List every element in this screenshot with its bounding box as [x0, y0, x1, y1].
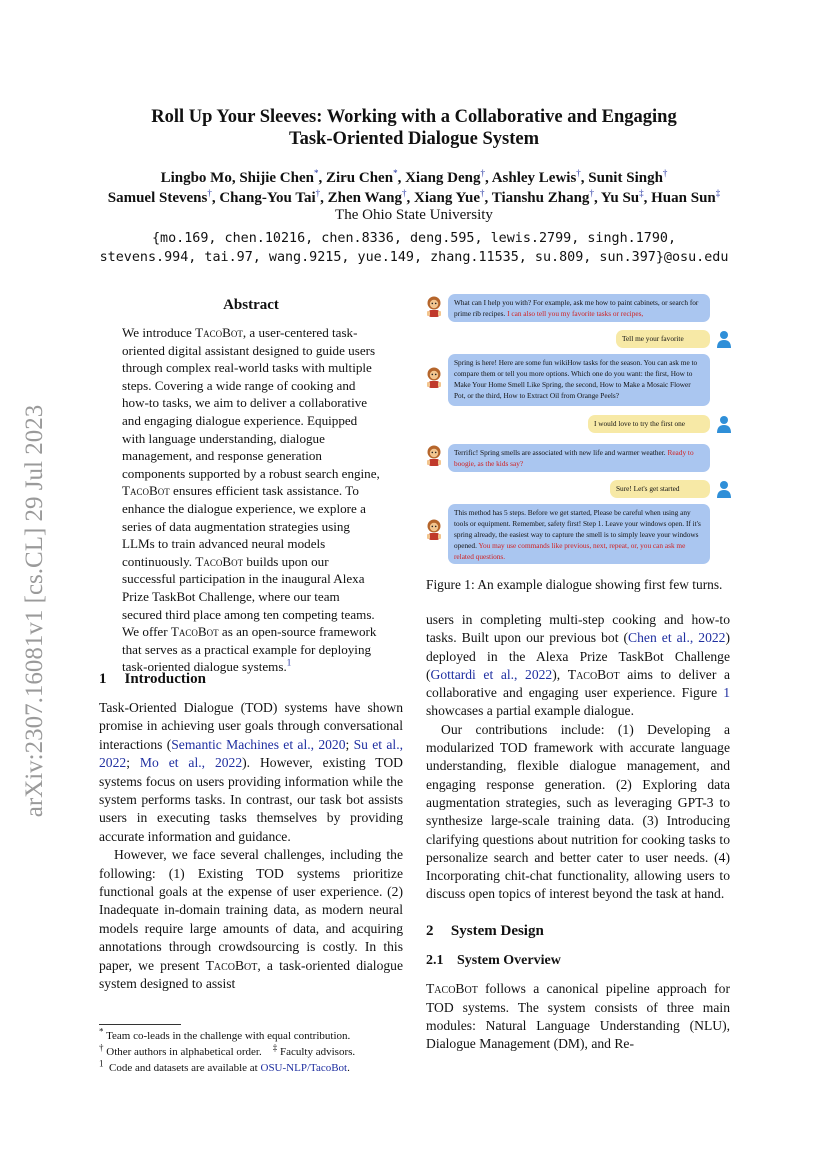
paragraph-text: ) deployed in the Alexa Prize TaskBot Challenge (: [426, 630, 730, 682]
figure-dialogue: [420, 290, 738, 574]
footnote-mark: ‡: [272, 1042, 278, 1053]
paragraph-text: , a task-oriented dialogue system designed to assist: [99, 957, 403, 992]
footnote-rule: [99, 1024, 181, 1025]
author: Sunit Singh: [588, 170, 663, 186]
intro-heading: [99, 670, 206, 688]
author-mark: *: [393, 168, 398, 178]
abstract-body: [122, 324, 382, 676]
system-name: TacoBot: [205, 957, 258, 973]
intro-paragraph-1: [99, 699, 403, 846]
emails-line-1: {mo.169, chen.10216, chen.8336, deng.595, lewis.2799, singh.1790,: [151, 231, 677, 246]
author-mark: †: [207, 188, 212, 198]
user-avatar-icon: [716, 330, 732, 348]
message-highlight: You may use commands like previous, next, repeat, or, you can ask me related questions.: [454, 541, 686, 561]
paragraph-text: Task-Oriented Dialogue (TOD) systems have shown promise in achieving user goals through conversational interactions (: [99, 700, 403, 752]
message-text: Terrific! Spring smells are associated with new life and warmer weather.: [454, 448, 668, 457]
section-title: Introduction: [124, 671, 206, 687]
author: Ashley Lewis: [491, 170, 577, 186]
section-number: 2: [426, 922, 434, 939]
system-name: TacoBot: [195, 325, 243, 340]
author-mark: ‡: [715, 188, 721, 198]
system-name: TacoBot: [170, 624, 219, 640]
subsection-2-1-heading: [426, 952, 730, 970]
citation-link[interactable]: Semantic Machines et al., 2020: [171, 736, 346, 752]
arxiv-identifier: arXiv:2307.16081v1 [cs.CL] 29 Jul 2023: [21, 404, 48, 818]
paragraph-text: showcases a partial example dialogue.: [426, 703, 634, 719]
bot-avatar-icon: [424, 518, 444, 542]
author: Yu Su: [600, 190, 640, 206]
message-text: I would love to try the first one: [594, 419, 685, 428]
author: Tianshu Zhang: [491, 190, 590, 206]
author: Shijie Chen: [239, 170, 314, 186]
section-number: 1: [99, 671, 107, 687]
paragraph-text: aims to deliver a collaborative and engaging user experience. Figure: [426, 666, 730, 701]
footnote-text: Other authors in alphabetical order.: [106, 1046, 262, 1058]
subsection-title: System Overview: [457, 953, 561, 969]
paragraph-text: follows a canonical pipeline approach for TOD systems. The system consists of three main modules: Natural Language Understanding (NLU), Dialogue Management (DM), and Re-: [426, 981, 730, 1052]
author: Huan Sun: [651, 190, 716, 206]
bot-message: [448, 504, 710, 564]
user-message: [588, 415, 710, 433]
citation-link[interactable]: Su et al., 2022: [99, 736, 403, 771]
author-mark: †: [401, 188, 407, 198]
author-emails: [0, 229, 828, 267]
bot-message: [448, 444, 710, 472]
author-mark: †: [480, 168, 485, 178]
arxiv-sidebar: [22, 376, 48, 846]
author-mark: †: [315, 188, 321, 198]
footnote-mark: *: [99, 1026, 104, 1037]
user-message: [616, 330, 710, 348]
author-line-2: Samuel Stevens†, Chang-You Tai†, Zhen Wang†, Xiang Yue†, Tianshu Zhang†, Yu Su‡, Huan Sun‡: [107, 188, 721, 206]
paragraph-text: ),: [552, 666, 568, 682]
subsection-number: 2.1: [426, 953, 444, 969]
user-avatar-icon: [716, 480, 732, 498]
figure-ref-link[interactable]: 1: [723, 685, 730, 701]
author-line-1: Lingbo Mo, Shijie Chen*, Ziru Chen*, Xiang Deng†, Ashley Lewis†, Sunit Singh†: [160, 168, 668, 186]
footnote-mark: 1: [99, 1058, 104, 1069]
system-name: TacoBot: [426, 981, 478, 997]
footnote-text: .: [347, 1062, 350, 1074]
author-list: [0, 168, 828, 208]
author-mark: †: [589, 188, 594, 198]
system-name: TacoBot: [195, 553, 244, 569]
message-text: Tell me your favorite: [622, 334, 684, 343]
footnote-text: Code and datasets are available at: [109, 1062, 261, 1074]
citation-link[interactable]: Gottardi et al., 2022: [430, 666, 553, 682]
right-paragraph-1: [426, 611, 730, 721]
message-text: Sure! Let's get started: [616, 484, 680, 493]
user-avatar-icon: [716, 415, 732, 433]
author-mark: ‡: [639, 188, 644, 198]
bot-message: [448, 294, 710, 322]
paragraph-text: ;: [345, 736, 354, 752]
bot-avatar-icon: [424, 444, 444, 468]
citation-link[interactable]: Mo et al., 2022: [139, 755, 243, 771]
author: Zhen Wang: [327, 190, 402, 206]
citation-link[interactable]: Chen et al., 2022: [628, 630, 726, 646]
author: Lingbo Mo,: [160, 170, 236, 186]
abstract-text: builds upon our successful participation in the inaugural Alexa Prize TaskBot Challenge, where our team secured third place among ten competing teams. We offer: [122, 553, 375, 640]
emails-line-2: stevens.994, tai.97, wang.9215, yue.149, zhang.11535, su.809, sun.397}@osu.edu: [99, 250, 729, 265]
system-name: TacoBot: [122, 483, 170, 499]
figure-caption: Figure 1: An example dialogue showing first few turns.: [426, 577, 723, 592]
paragraph-text: ). However, existing TOD systems focus on users providing information while the system performs tasks. In contrast, our task bot assists users in executing tasks themselves by providing accurate information and guidance.: [99, 755, 403, 844]
right-paragraph-2: Our contributions include: (1) Developing a modularized TOD framework with accurate language understanding, flexible dialogue management, and engaging response generation. (2) Exploring data augmentation strategies, such as leveraging GPT-3 to synthesize large-scale training data. (3) Introducing clarifying questions about nutrition for cooking tasks to personalize search and better cater to user needs. (4) Incorporating chit-chat functionality, allowing users to discuss open topics of interest beyond the task at hand.: [426, 721, 730, 902]
author-mark: *: [313, 168, 319, 178]
author: Samuel Stevens: [107, 190, 208, 206]
author-mark: †: [576, 168, 581, 178]
author: Xiang Deng: [405, 170, 481, 186]
section-2-heading: [426, 922, 730, 940]
section-title: System Design: [450, 922, 544, 939]
right-column-body: [426, 611, 730, 1054]
footnote-2: [99, 1044, 409, 1060]
message-text: This method has 5 steps. Before we get started, Please be careful when using any tools or equipment. Remember, safety first! Step 1. Leave your windows open. If it's spring already, the easiest way to capture the smell is to simply leave your windows opened.: [454, 508, 701, 550]
abstract-text: ensures efficient task assistance. To enhance the dialogue experience, we explore a series of data augmentation strategies using LLMs to train advanced neural models continuously.: [122, 483, 366, 569]
message-highlight: I can also tell you my favorite tasks or recipes,: [507, 309, 644, 318]
author-mark: †: [479, 188, 485, 198]
author: Chang-You Tai: [219, 190, 316, 206]
abstract-text: We introduce: [122, 325, 196, 340]
intro-paragraph-2: [99, 846, 403, 993]
paragraph-text: users in completing multi-step cooking and how-to tasks. Built upon our previous bot (: [426, 612, 730, 646]
footnote-mark: †: [99, 1042, 104, 1053]
repo-link[interactable]: OSU-NLP/TacoBot: [260, 1062, 348, 1074]
footnote-3: [99, 1060, 409, 1076]
bot-avatar-icon: [424, 366, 444, 390]
author-mark: †: [662, 168, 668, 178]
user-message: [610, 480, 710, 498]
abstract-text: , a user-centered task-oriented digital assistant designed to guide users through complex real-world tasks with multiple steps. Covering a wide range of cooking and how-to tasks, we aim to deliver a collaborative and engaging dialogue experience. Equipped with language understanding, dialogue management, and response generation components supported by a robust search engine,: [122, 325, 380, 481]
abstract-heading: Abstract: [223, 297, 279, 313]
bot-message: [448, 354, 710, 406]
message-highlight: Ready to boogie, as the kids say?: [454, 448, 694, 468]
message-text: Spring is here! Here are some fun wikiHow tasks for the season. You can ask me to compare them or tell you more options. Which one do you want: the first, How to Make Your Home Smell Like Spring, the second, How to Make a Mosaic Flower Pot, or the third, How to Extract Oil from Orange Peels?: [454, 358, 698, 400]
footnote-text: Faculty advisors.: [279, 1046, 356, 1058]
bot-avatar-icon: [424, 295, 444, 319]
intro-body: [99, 699, 403, 994]
footnote-1: [99, 1028, 409, 1044]
footnote-text: Team co-leads in the challenge with equal contribution.: [106, 1030, 351, 1042]
system-name: TacoBot: [567, 666, 620, 682]
right-paragraph-3: [426, 980, 730, 1053]
title-line-2: Task-Oriented Dialogue System: [288, 129, 540, 149]
footnote-link[interactable]: 1: [286, 657, 292, 668]
paragraph-text: ;: [126, 755, 140, 771]
footnotes: [99, 1028, 409, 1076]
abstract-text: as an open-source framework that serves as a practical example for deploying task-oriented dialogue systems.: [122, 624, 377, 675]
affiliation: The Ohio State University: [335, 207, 493, 223]
author: Xiang Yue: [413, 190, 480, 206]
message-text: What can I help you with? For example, ask me how to paint cabinets, or search for prime rib recipes.: [454, 298, 699, 318]
title-line-1: Roll Up Your Sleeves: Working with a Collaborative and Engaging: [151, 107, 677, 127]
paragraph-text: However, we face several challenges, including the following: (1) Existing TOD systems prioritize functional goals at the expense of user experience. (2) Inadequate in-domain training data, as modern neural models require large amounts of data, and acquiring annotations through crowdsourcing is costly. In this paper, we present: [99, 847, 403, 973]
author: Ziru Chen: [325, 170, 394, 186]
paper-title: [0, 106, 828, 150]
